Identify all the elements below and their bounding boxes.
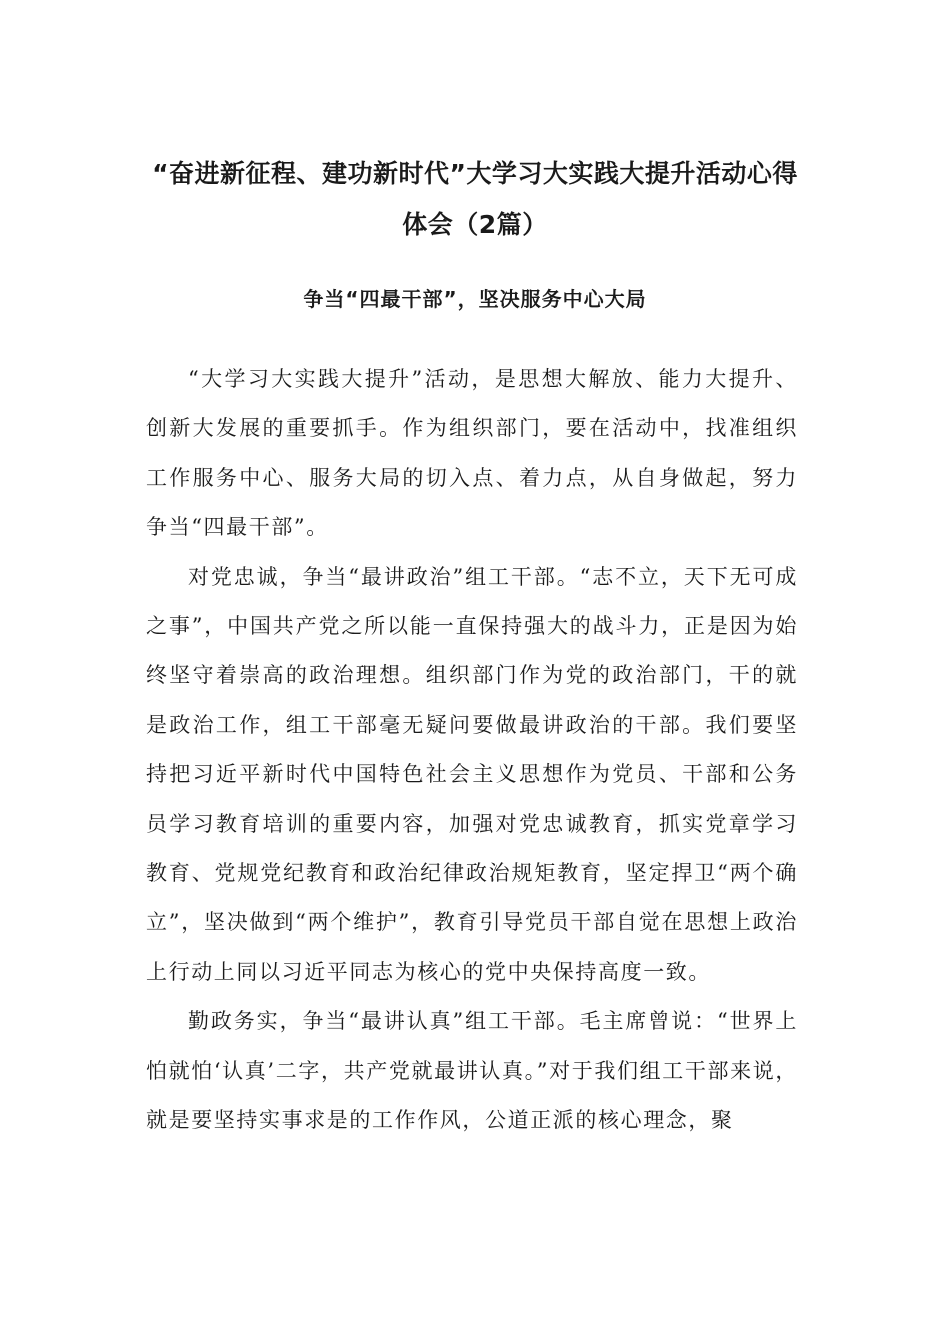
paragraph-intro: “大学习大实践大提升”活动，是思想大解放、能力大提升、创新大发展的重要抓手。作为组织部门，要在活动中，找准组织工作服务中心、服务大局的切入点、着力点，从自身做起，努力争当“四最干部”。 <box>146 367 798 540</box>
section-heading: 争当“四最干部”，坚决服务中心大局 <box>303 287 647 311</box>
paragraph-diligence: 勤政务实，争当“最讲认真”组工干部。毛主席曾说：“世界上怕就怕‘认真’二字，共产党就最讲认真。”对于我们组工干部来说，就是要坚持实事求是的工作作风，公道正派的核心理念，聚 <box>146 1009 798 1133</box>
document-body <box>146 355 798 1146</box>
paragraph-loyalty: 对党忠诚，争当“最讲政治”组工干部。“志不立，天下无可成之事”，中国共产党之所以能一直保持强大的战斗力，正是因为始终坚守着崇高的政治理想。组织部门作为党的政治部门，干的就是政治工作，组工干部毫无疑问要做最讲政治的干部。我们要坚持把习近平新时代中国特色社会主义思想作为党员、干部和公务员学习教育培训的重要内容，加强对党忠诚教育，抓实党章学习教育、党规党纪教育和政治纪律政治规矩教育，坚定捍卫“两个确立”，坚决做到“两个维护”，教育引导党员干部自觉在思想上政治上行动上同以习近平同志为核心的党中央保持高度一致。 <box>146 564 798 984</box>
document-title: “奋进新征程、建功新时代”大学习大实践大提升活动心得体会（2篇） <box>152 159 798 239</box>
